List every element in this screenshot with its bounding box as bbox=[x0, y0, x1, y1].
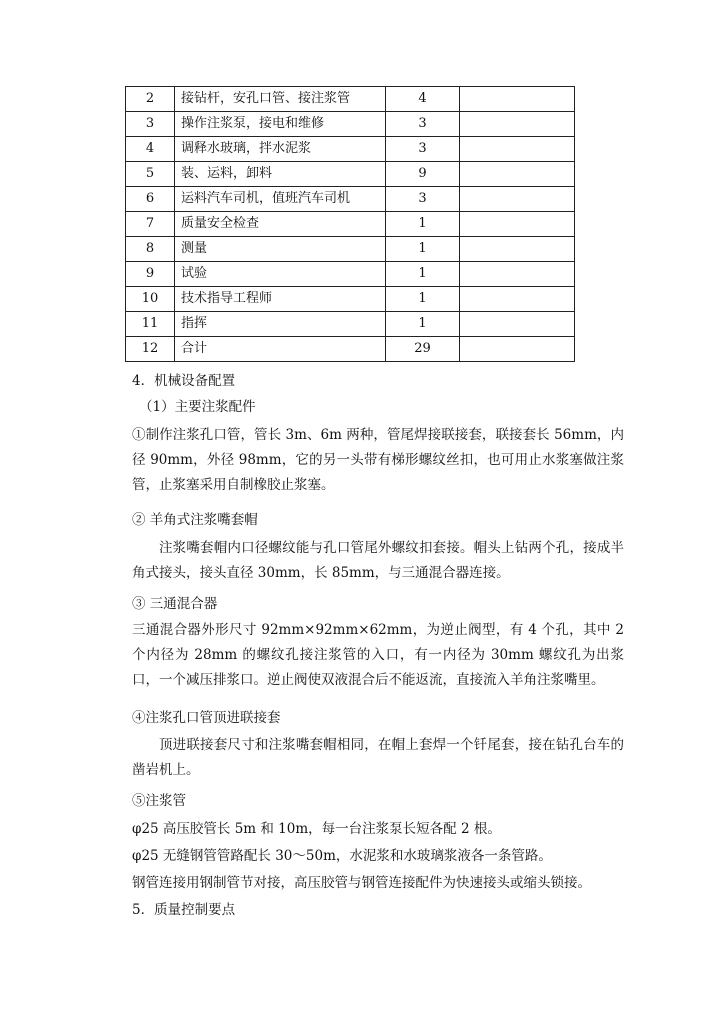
row-note bbox=[460, 212, 575, 237]
table-row bbox=[126, 237, 575, 262]
item1-marker: ① bbox=[132, 427, 146, 443]
row-job: 操作注浆泵，接电和维修 bbox=[175, 112, 386, 137]
staffing-table-body bbox=[126, 87, 575, 362]
item2-text: 注浆嘴套帽内口径螺纹能与孔口管尾外螺纹扣套接。帽头上钻两个孔，接成半角式接头，接头直径 30mm，长 85mm，与三通混合器连接。 bbox=[132, 540, 624, 581]
row-count: 1 bbox=[386, 212, 460, 237]
row-note bbox=[460, 287, 575, 312]
item3-text: 三通混合器外形尺寸 92mm×92mm×62mm，为逆止阀型，有 4 个孔，其中 2 个内径为 28mm 的螺纹孔接注浆管的入口，有一内径为 30mm 螺纹孔为出浆口，一个减压排浆口。逆止阀使双液混合后不能返流，直接流入羊角注浆嘴里。 bbox=[132, 622, 624, 688]
item1-text: 制作注浆孔口管，管长 3m、6m 两种，管尾焊接联接套，联接套长 56mm，内径 90mm，外径 98mm，它的另一头带有梯形螺纹丝扣，也可用止水浆塞做注浆管，止浆塞采用自制橡胶止浆塞。 bbox=[132, 427, 624, 493]
row-number: 8 bbox=[126, 237, 175, 262]
table-row bbox=[126, 262, 575, 287]
item4-heading: ④注浆孔口管顶进联接套 bbox=[132, 710, 281, 726]
table-row bbox=[126, 287, 575, 312]
row-count: 29 bbox=[386, 337, 460, 362]
row-note bbox=[460, 187, 575, 212]
row-job: 质量安全检查 bbox=[175, 212, 386, 237]
row-number: 6 bbox=[126, 187, 175, 212]
row-job: 试验 bbox=[175, 262, 386, 287]
row-number: 4 bbox=[126, 137, 175, 162]
staffing-table bbox=[125, 86, 575, 362]
row-job: 技术指导工程师 bbox=[175, 287, 386, 312]
table-row bbox=[126, 137, 575, 162]
table-row bbox=[126, 87, 575, 112]
row-count: 1 bbox=[386, 287, 460, 312]
table-row bbox=[126, 112, 575, 137]
row-count: 4 bbox=[386, 87, 460, 112]
row-job: 指挥 bbox=[175, 312, 386, 337]
table-row bbox=[126, 312, 575, 337]
row-note bbox=[460, 262, 575, 287]
row-number: 5 bbox=[126, 162, 175, 187]
row-number: 11 bbox=[126, 312, 175, 337]
row-number: 12 bbox=[126, 337, 175, 362]
item5-line2: φ25 无缝钢管管路配长 30～50m，水泥浆和水玻璃浆液各一条管路。 bbox=[132, 848, 552, 864]
item1-paragraph bbox=[132, 423, 624, 498]
row-number: 10 bbox=[126, 287, 175, 312]
row-note bbox=[460, 337, 575, 362]
row-job: 运料汽车司机，值班汽车司机 bbox=[175, 187, 386, 212]
row-note bbox=[460, 312, 575, 337]
row-note bbox=[460, 237, 575, 262]
section-heading-4: 4．机械设备配置 bbox=[132, 373, 236, 389]
item5-line1: φ25 高压胶管长 5m 和 10m，每一台注浆泵长短各配 2 根。 bbox=[132, 821, 501, 837]
table-row bbox=[126, 337, 575, 362]
row-note bbox=[460, 87, 575, 112]
row-count: 3 bbox=[386, 187, 460, 212]
row-count: 1 bbox=[386, 237, 460, 262]
row-count: 3 bbox=[386, 112, 460, 137]
row-note bbox=[460, 112, 575, 137]
row-count: 3 bbox=[386, 137, 460, 162]
row-job: 装、运料，卸料 bbox=[175, 162, 386, 187]
row-count: 1 bbox=[386, 312, 460, 337]
section-heading-5: 5．质量控制要点 bbox=[132, 902, 236, 918]
item4-text: 顶进联接套尺寸和注浆嘴套帽相同，在帽上套焊一个钎尾套，接在钻孔台车的凿岩机上。 bbox=[132, 737, 624, 778]
row-number: 3 bbox=[126, 112, 175, 137]
row-count: 9 bbox=[386, 162, 460, 187]
row-number: 7 bbox=[126, 212, 175, 237]
table-row bbox=[126, 212, 575, 237]
row-count: 1 bbox=[386, 262, 460, 287]
item3-heading: ③ 三通混合器 bbox=[132, 596, 218, 612]
item5-line3: 钢管连接用钢制管节对接，高压胶管与钢管连接配件为快速接头或缩头锁接。 bbox=[132, 875, 591, 891]
row-number: 2 bbox=[126, 87, 175, 112]
row-job: 接钻杆，安孔口管、接注浆管 bbox=[175, 87, 386, 112]
row-note bbox=[460, 137, 575, 162]
row-job: 调释水玻璃，拌水泥浆 bbox=[175, 137, 386, 162]
row-number: 9 bbox=[126, 262, 175, 287]
subsection-heading-4-1: （1）主要注浆配件 bbox=[139, 399, 256, 415]
table-row bbox=[126, 187, 575, 212]
row-job: 测量 bbox=[175, 237, 386, 262]
row-job: 合计 bbox=[175, 337, 386, 362]
table-row bbox=[126, 162, 575, 187]
row-note bbox=[460, 162, 575, 187]
item2-heading: ② 羊角式注浆嘴套帽 bbox=[132, 512, 258, 528]
item5-heading: ⑤注浆管 bbox=[132, 793, 186, 809]
